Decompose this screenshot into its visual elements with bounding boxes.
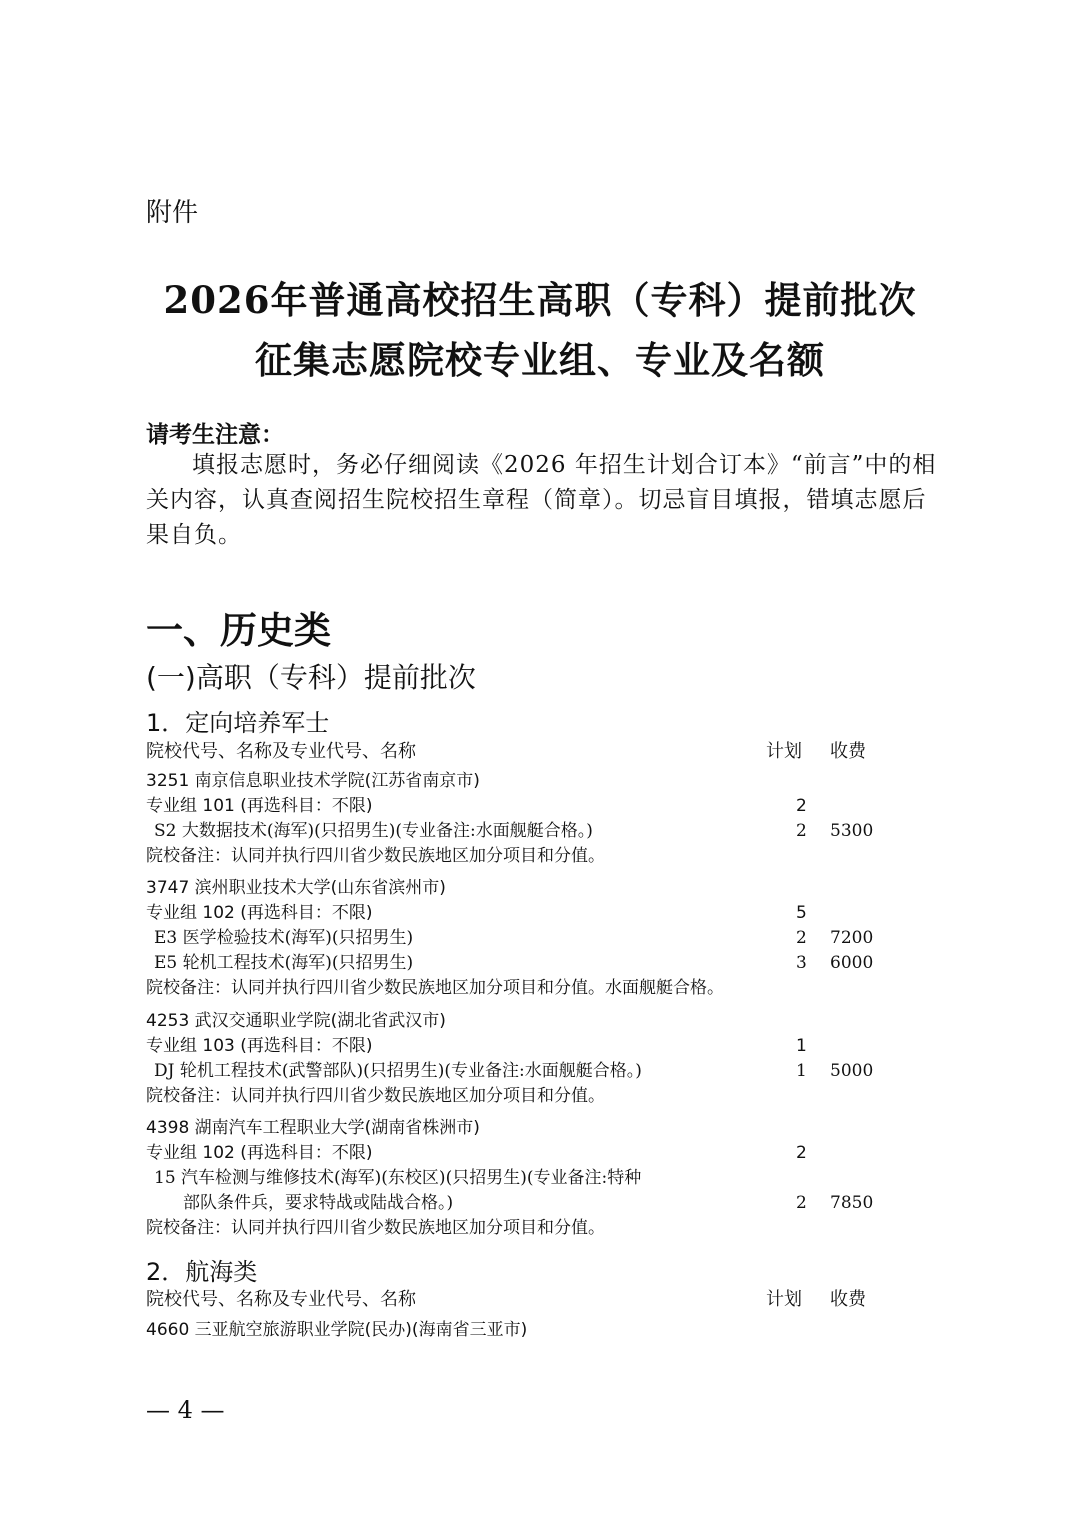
major-plan: 1 <box>796 1061 807 1081</box>
institution-block <box>146 876 886 1001</box>
category-title-1: 1．定向培养军士 <box>146 709 330 737</box>
institution-note-row <box>146 1216 886 1241</box>
major-group-plan: 2 <box>796 796 807 816</box>
column-fee-header: 收费 <box>830 741 866 762</box>
column-label-header: 院校代号、名称及专业代号、名称 <box>146 741 416 762</box>
major-group-row <box>146 901 886 926</box>
major-row <box>146 926 886 951</box>
major-name-continued: 部队条件兵，要求特战或陆战合格。) <box>183 1193 454 1213</box>
column-plan-header: 计划 <box>766 741 802 762</box>
institution-name-row <box>146 769 886 794</box>
institution-note: 院校备注：认同并执行四川省少数民族地区加分项目和分值。 <box>146 846 605 866</box>
major-group-label: 专业组 102 (再选科目：不限) <box>146 1143 373 1163</box>
major-plan: 3 <box>796 953 807 973</box>
major-plan: 2 <box>796 1193 807 1213</box>
attachment-label: 附件 <box>146 198 199 228</box>
institution-note-row <box>146 1084 886 1109</box>
major-name: E3 医学检验技术(海军)(只招男生) <box>154 928 414 948</box>
major-row-continued <box>146 1191 886 1216</box>
major-row <box>146 1166 886 1191</box>
column-fee-header: 收费 <box>830 1289 866 1310</box>
major-fee: 5300 <box>830 821 874 841</box>
institution-name: 4398 湖南汽车工程职业大学(湖南省株洲市) <box>146 1118 480 1138</box>
institution-note-row <box>146 976 886 1001</box>
major-row <box>146 951 886 976</box>
institution-note: 院校备注：认同并执行四川省少数民族地区加分项目和分值。水面舰艇合格。 <box>146 978 724 998</box>
institution-note: 院校备注：认同并执行四川省少数民族地区加分项目和分值。 <box>146 1218 605 1238</box>
institution-block <box>146 1318 886 1343</box>
major-group-label: 专业组 101 (再选科目：不限) <box>146 796 373 816</box>
page-title-line-1: 2026年普通高校招生高职（专科）提前批次 <box>163 278 917 322</box>
notice-body <box>146 448 946 553</box>
major-name: E5 轮机工程技术(海军)(只招男生) <box>154 953 414 973</box>
major-group-row <box>146 794 886 819</box>
institution-block <box>146 1009 886 1109</box>
major-fee: 7850 <box>830 1193 874 1213</box>
institution-name: 4660 三亚航空旅游职业学院(民办)(海南省三亚市) <box>146 1320 528 1340</box>
table-header <box>146 737 886 765</box>
notice-heading: 请考生注意： <box>146 421 284 448</box>
institution-name-row <box>146 1318 886 1343</box>
major-plan: 2 <box>796 821 807 841</box>
institution-name: 3251 南京信息职业技术学院(江苏省南京市) <box>146 771 480 791</box>
section-subtitle: (一)高职（专科）提前批次 <box>146 661 476 694</box>
major-fee: 5000 <box>830 1061 874 1081</box>
major-name: S2 大数据技术(海军)(只招男生)(专业备注:水面舰艇合格。) <box>154 821 593 841</box>
institution-name: 3747 滨州职业技术大学(山东省滨州市) <box>146 878 446 898</box>
major-group-plan: 5 <box>796 903 807 923</box>
institution-note: 院校备注：认同并执行四川省少数民族地区加分项目和分值。 <box>146 1086 605 1106</box>
institution-note-row <box>146 844 886 869</box>
institution-name: 4253 武汉交通职业学院(湖北省武汉市) <box>146 1011 446 1031</box>
major-group-label: 专业组 103 (再选科目：不限) <box>146 1036 373 1056</box>
major-fee: 7200 <box>830 928 874 948</box>
major-group-label: 专业组 102 (再选科目：不限) <box>146 903 373 923</box>
major-group-row <box>146 1141 886 1166</box>
page-number: — 4 — <box>146 1396 225 1424</box>
institution-name-row <box>146 1116 886 1141</box>
table-header <box>146 1285 886 1313</box>
institution-name-row <box>146 876 886 901</box>
institution-name-row <box>146 1009 886 1034</box>
category-title-2: 2．航海类 <box>146 1258 258 1286</box>
major-fee: 6000 <box>830 953 874 973</box>
major-plan: 2 <box>796 928 807 948</box>
page-title-line-2: 征集志愿院校专业组、专业及名额 <box>255 338 825 382</box>
institution-block <box>146 1116 886 1241</box>
major-group-plan: 2 <box>796 1143 807 1163</box>
column-plan-header: 计划 <box>766 1289 802 1310</box>
column-label-header: 院校代号、名称及专业代号、名称 <box>146 1289 416 1310</box>
major-name: 15 汽车检测与维修技术(海军)(东校区)(只招男生)(专业备注:特种 <box>154 1168 642 1188</box>
section-title: 一、历史类 <box>146 608 331 652</box>
major-row <box>146 1059 886 1084</box>
institution-block <box>146 769 886 869</box>
major-group-row <box>146 1034 886 1059</box>
major-group-plan: 1 <box>796 1036 807 1056</box>
major-name: DJ 轮机工程技术(武警部队)(只招男生)(专业备注:水面舰艇合格。) <box>154 1061 642 1081</box>
notice-text: 填报志愿时，务必仔细阅读《2026 年招生计划合订本》“前言”中的相关内容，认真查阅招生院校招生章程（简章）。切忌盲目填报，错填志愿后果自负。 <box>146 452 937 548</box>
major-row <box>146 819 886 844</box>
